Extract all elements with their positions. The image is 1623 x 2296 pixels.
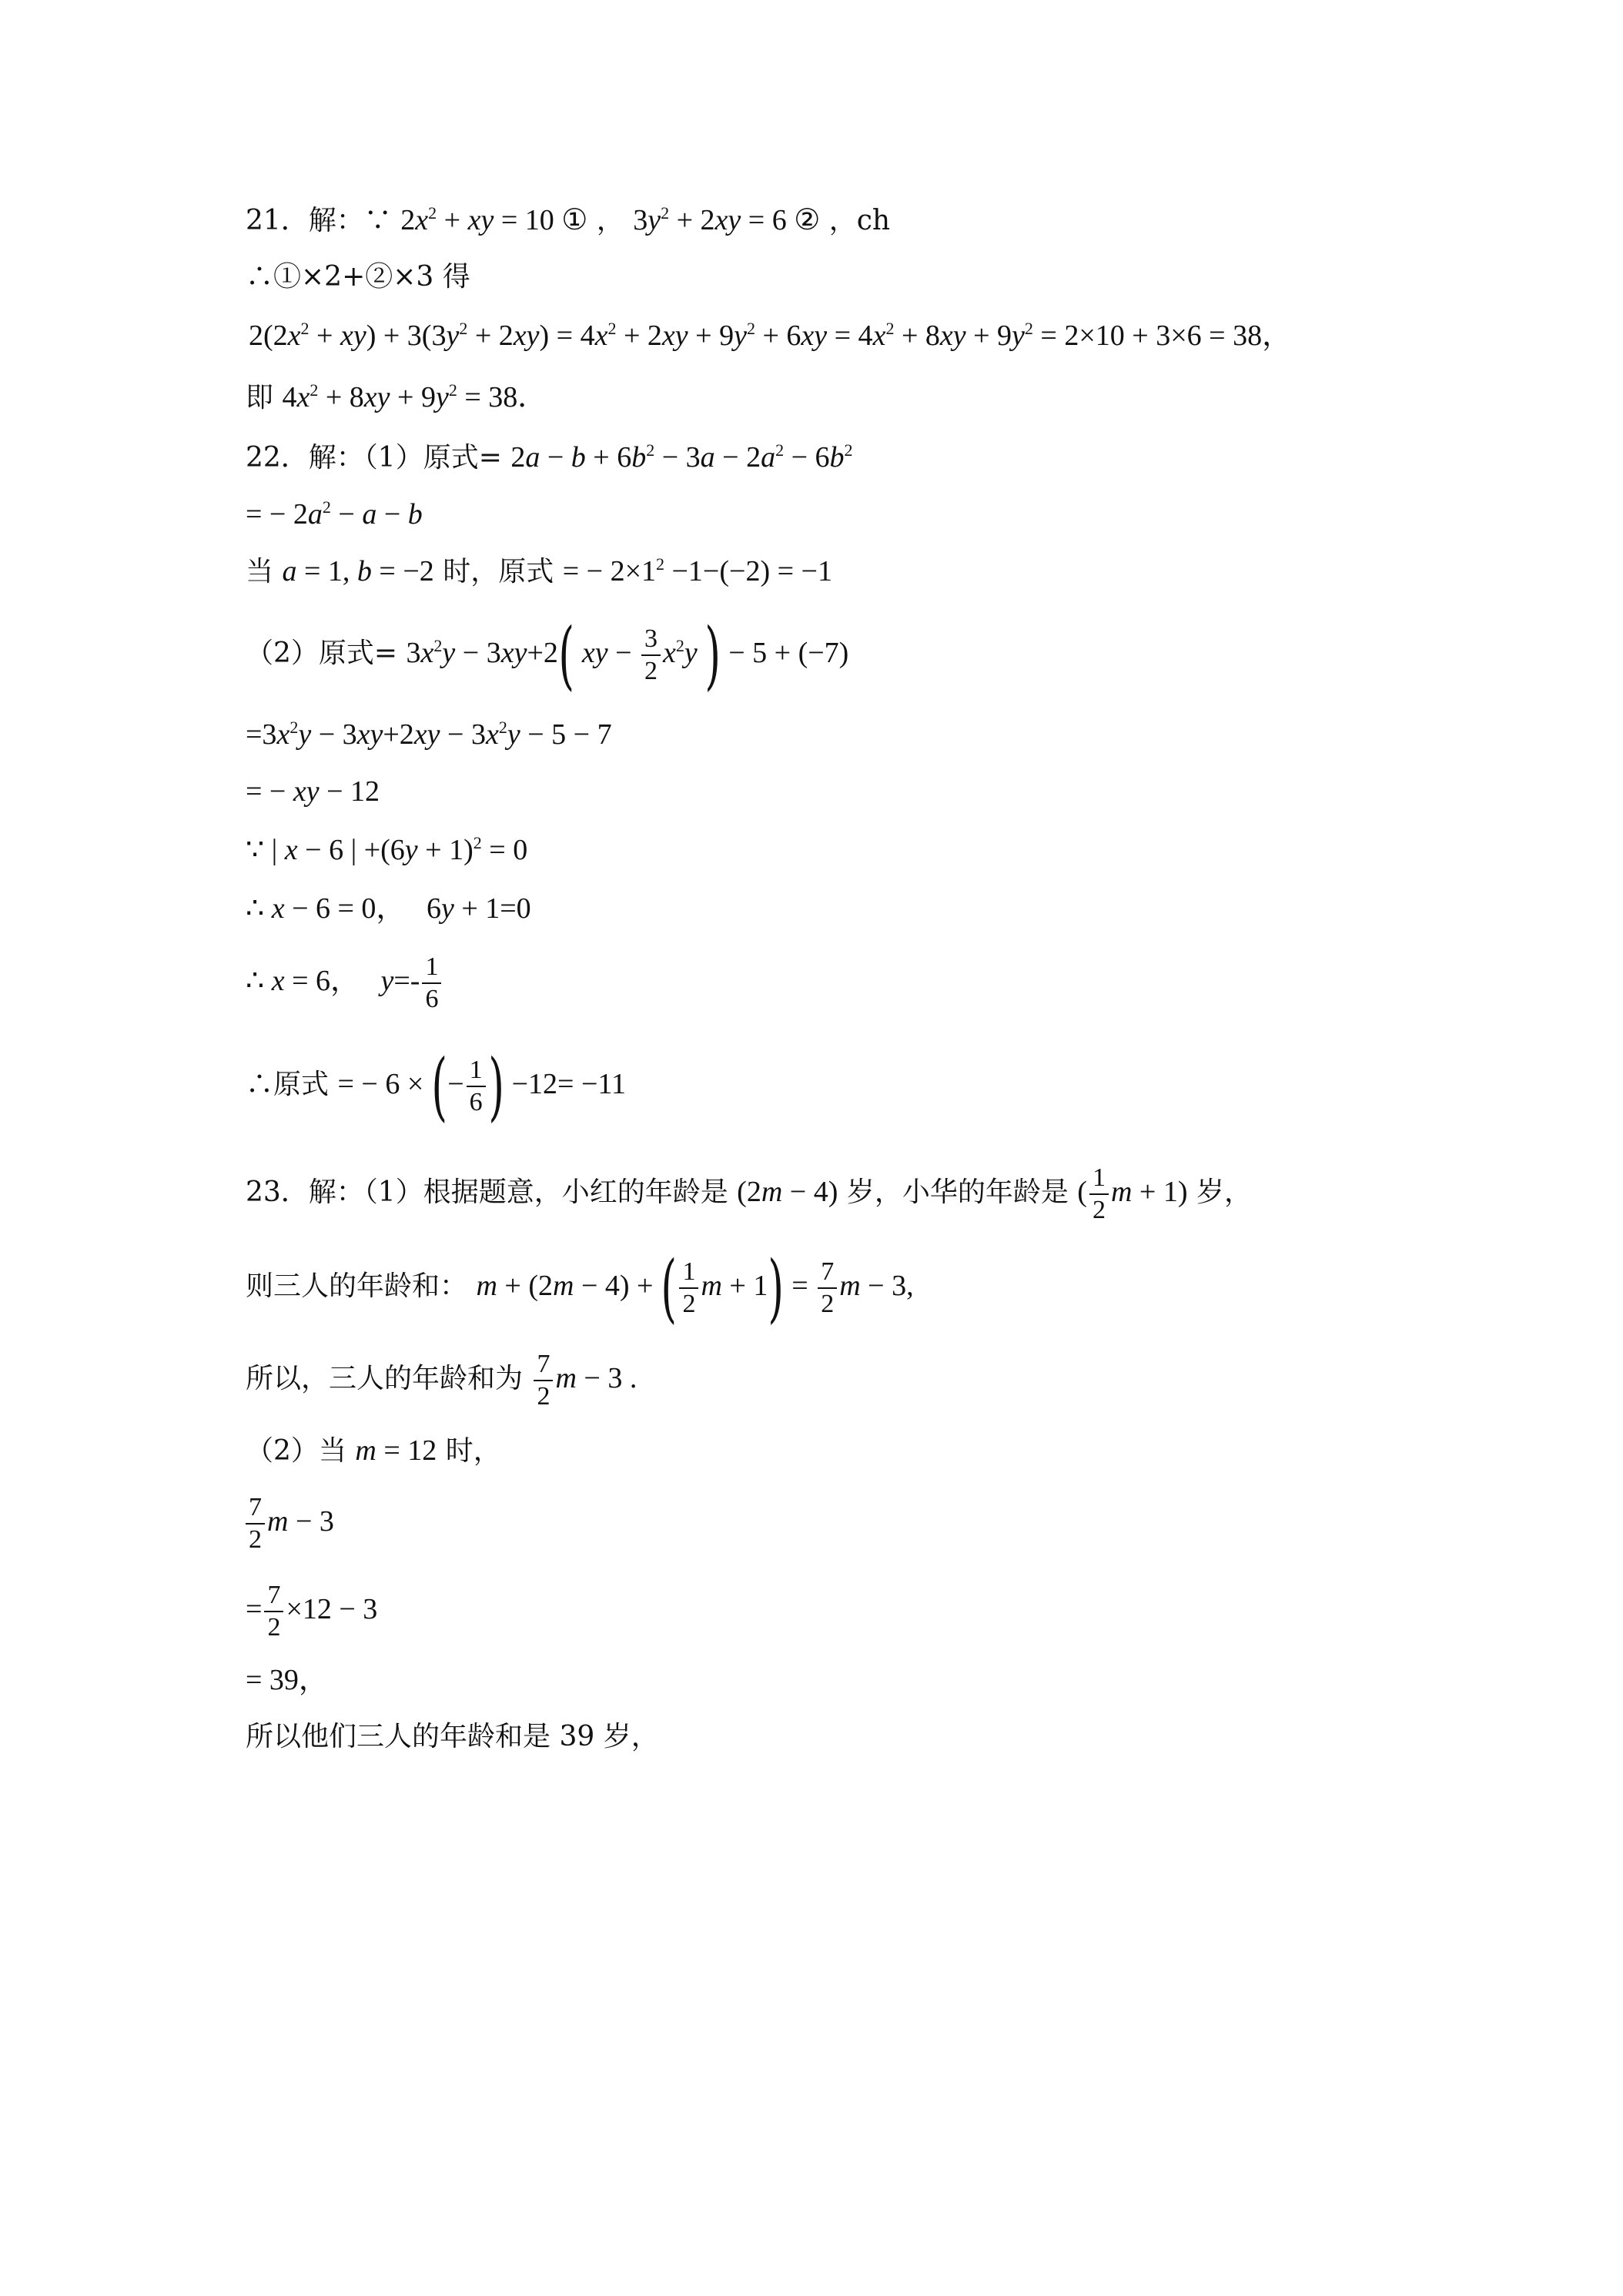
q21-equation-2: $3y^2 + 2xy = 6$ ② xyxy=(633,203,821,236)
q22-line-10 xyxy=(246,1043,626,1130)
q22-line-8 xyxy=(246,892,531,925)
q23-xiaohong-age: (2m − 4) xyxy=(737,1176,838,1208)
q21-equation-1: $2x^2$ + xy = 10 ① xyxy=(400,203,588,236)
q22-line-3 xyxy=(246,554,832,589)
q22-condition: a = 1, b = −2 xyxy=(282,555,434,587)
q21-result: $4x^2 + 8xy + 9y^2 = 38$． xyxy=(282,380,547,413)
q22-line-4 xyxy=(246,612,849,699)
q23-line-4-tail: 时， xyxy=(445,1435,501,1467)
q23-sum-expr: m + (2m − 4) + ( $\frac{1}{2}$ m + 1) = $\frac{7}{2}$ m − 3, xyxy=(476,1245,914,1332)
q21-separator: ， xyxy=(596,205,624,236)
q23-line-1-tail: 岁， xyxy=(1196,1176,1252,1208)
q21-main-equation: $2(2x^2 + xy) + 3(3y^2 + 2xy) = 4x^2 + 2xy + 9y^2 + 6xy = 4x^2 + 8xy + 9y^2 = 2\times 10 + 3\times 6 = 38$， xyxy=(249,319,1292,352)
q23-line-1 xyxy=(246,1155,1252,1229)
q22-eq-x: ∴ x − 6 = 0， xyxy=(246,892,406,925)
q22-x-value: ∴ x = 6， xyxy=(246,965,360,997)
q22-line-7: ∵ | x − 6 | $+(6y + 1)^2 = 0$ xyxy=(246,833,528,866)
q23-line-7: = 39， xyxy=(246,1664,328,1696)
q22-expr-2: $3x^2y - 3xy+2$( xy − $\frac{3}{2}$ $x^2y$ ) − 5 + (−7) xyxy=(406,612,849,699)
q23-line-5: $\frac{7}{2}$ m − 3 xyxy=(246,1484,334,1558)
q22-y-value: y=- $\frac{1}{6}$ xyxy=(381,965,444,997)
q22-line-9 xyxy=(246,944,443,1018)
q23-sum-result: $\frac{7}{2}$ m − 3 . xyxy=(531,1362,637,1394)
q23-line-3 xyxy=(246,1341,637,1415)
q22-line-1 xyxy=(246,440,853,475)
q23-line-1-mid: 岁，小华的年龄是 xyxy=(846,1176,1069,1208)
q23-line-8: 所以他们三人的年龄和是 39 岁， xyxy=(246,1721,659,1752)
q23-label: 23．解：（1）根据题意，小红的年龄是 xyxy=(246,1176,728,1208)
q23-line-4 xyxy=(246,1434,501,1468)
q21-line-1 xyxy=(246,203,890,238)
q22-eval-1: = − $2\times 1^2 -1-(-2) = -1$ xyxy=(562,554,832,587)
q21-line-4-prefix: 即 xyxy=(246,382,274,413)
q23-line-3-prefix: 所以，三人的年龄和为 xyxy=(246,1363,524,1394)
q23-line-2 xyxy=(246,1245,914,1332)
q23-line-6: = $\frac{7}{2}$ ×12 − 3 xyxy=(246,1581,378,1642)
q22-eq-y: 6y + 1=0 xyxy=(426,892,531,925)
q21-line-2: ∴①×2+②×3 得 xyxy=(246,261,470,293)
q23-line-2-prefix: 则三人的年龄和： xyxy=(246,1270,468,1302)
q22-part-2-label: （2）原式= xyxy=(246,638,398,669)
q22-final-prefix: ∴原式 xyxy=(246,1069,330,1100)
q22-expr-1: $2a - b + 6b^2 - 3a - 2a^2 - 6b^2$ xyxy=(510,440,853,474)
q23-part-2-label: （2）当 xyxy=(246,1435,346,1467)
q21-line-4 xyxy=(246,380,547,415)
q22-label: 22．解：（1）原式= xyxy=(246,442,502,474)
q23-condition: m = 12 xyxy=(355,1434,437,1467)
q22-line-6: = − xy − 12 xyxy=(246,775,380,808)
q21-line-1-tail: ，ch xyxy=(828,205,891,236)
q22-final-eval: = − 6 × (− $\frac{1}{6}$ ) −12= −11 xyxy=(337,1043,626,1130)
q22-line-5: $=3x^2y - 3xy+2xy - 3x^2y - 5 - 7$ xyxy=(246,718,612,751)
q22-line-3-prefix: 当 xyxy=(246,556,274,587)
q22-line-2: = − $2a^2 - a - b$ xyxy=(246,497,423,530)
q22-line-3-mid: 时，原式 xyxy=(443,556,554,587)
q21-label: 21．解：∵ xyxy=(246,205,392,236)
q23-xiaohua-age: ( $\frac{1}{2}$ m + 1) xyxy=(1077,1163,1188,1225)
